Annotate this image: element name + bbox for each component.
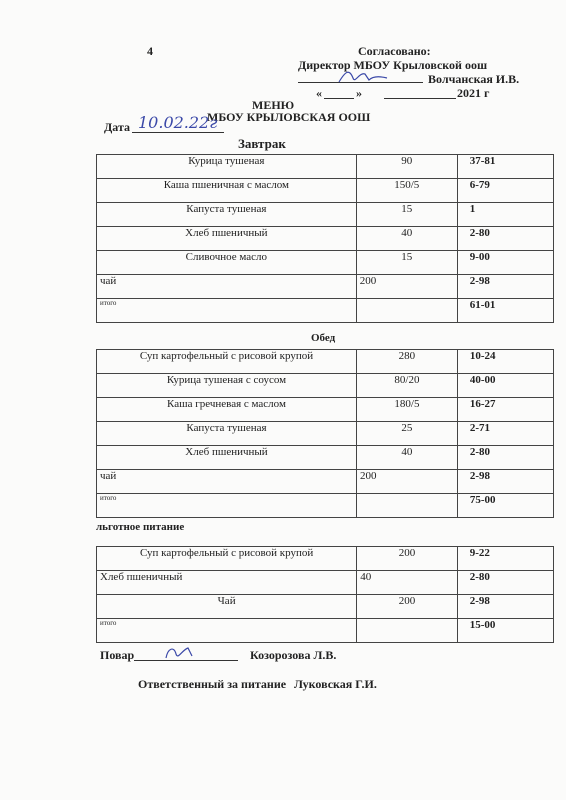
price-cell: 10-24	[457, 350, 553, 374]
approval-heading: Согласовано:	[358, 44, 431, 58]
price-cell: 2-71	[457, 422, 553, 446]
table-row	[97, 374, 554, 398]
weight-cell: 280	[356, 350, 457, 374]
privileged-title: льготное питание	[96, 521, 185, 533]
table-row	[97, 571, 554, 595]
dish-name-cell: чай	[97, 470, 357, 494]
lunch-title: Обед	[311, 332, 336, 344]
date-day-line	[324, 98, 354, 99]
price-cell: 37-81	[457, 155, 553, 179]
price-cell: 2-80	[457, 571, 553, 595]
responsible-label: Ответственный за питание	[138, 677, 287, 691]
price-cell: 9-22	[457, 547, 553, 571]
weight-cell: 90	[356, 155, 457, 179]
weight-cell: 200	[356, 275, 457, 299]
menu-title: МЕНЮ	[252, 98, 295, 112]
table-row	[97, 350, 554, 374]
dish-name-cell: Суп картофельный с рисовой крупой	[97, 350, 357, 374]
dish-name-cell: чай	[97, 275, 357, 299]
weight-cell: 200	[357, 595, 458, 619]
director-signature	[335, 66, 395, 88]
weight-cell: 40	[357, 571, 458, 595]
dish-name-cell: итого	[97, 619, 357, 643]
dish-name-cell: Курица тушеная	[97, 155, 357, 179]
price-cell: 2-80	[457, 227, 553, 251]
table-row	[97, 398, 554, 422]
table-row	[97, 155, 554, 179]
weight-cell: 40	[356, 227, 457, 251]
weight-cell: 200	[357, 547, 458, 571]
weight-cell: 80/20	[356, 374, 457, 398]
responsible-name: Луковская Г.И.	[294, 677, 377, 691]
date-month-line	[384, 98, 456, 99]
table-row	[97, 595, 554, 619]
weight-cell	[356, 494, 457, 518]
table-row	[97, 203, 554, 227]
table-row	[97, 251, 554, 275]
weight-cell: 15	[356, 251, 457, 275]
date-value: 10.02.22г	[138, 113, 218, 132]
approval-year: 2021 г	[457, 86, 490, 100]
price-cell: 75-00	[457, 494, 553, 518]
price-cell: 1	[457, 203, 553, 227]
breakfast-title: Завтрак	[238, 136, 286, 151]
breakfast-table	[96, 154, 554, 323]
dish-name-cell: итого	[97, 494, 357, 518]
director-line: Директор МБОУ Крыловской оош	[298, 58, 488, 72]
table-row	[97, 227, 554, 251]
table-row	[97, 422, 554, 446]
price-cell: 2-98	[457, 470, 553, 494]
price-cell: 16-27	[457, 398, 553, 422]
date-line	[132, 132, 224, 133]
price-cell: 40-00	[457, 374, 553, 398]
weight-cell: 15	[356, 203, 457, 227]
price-cell: 61-01	[457, 299, 553, 323]
price-cell: 2-80	[457, 446, 553, 470]
dish-name-cell: Капуста тушеная	[97, 203, 357, 227]
director-name: Волчанская И.В.	[428, 72, 520, 86]
price-cell: 6-79	[457, 179, 553, 203]
weight-cell	[356, 299, 457, 323]
date-label: Дата	[104, 120, 130, 134]
dish-name-cell: Чай	[97, 595, 357, 619]
dish-name-cell: Суп картофельный с рисовой крупой	[97, 547, 357, 571]
price-cell: 2-98	[457, 595, 553, 619]
date-open-quote: «	[316, 86, 322, 100]
cook-name: Козорозова Л.В.	[250, 648, 337, 662]
dish-name-cell: Хлеб пшеничный	[97, 571, 357, 595]
date-close-quote: »	[356, 86, 362, 100]
dish-name-cell: Хлеб пшеничный	[97, 227, 357, 251]
price-cell: 2-98	[457, 275, 553, 299]
table-row	[97, 179, 554, 203]
weight-cell: 40	[356, 446, 457, 470]
dish-name-cell: Капуста тушеная	[97, 422, 357, 446]
page-number: 4	[147, 44, 153, 58]
school-title: МБОУ КРЫЛОВСКАЯ ООШ	[207, 110, 371, 124]
dish-name-cell: Каша пшеничная с маслом	[97, 179, 357, 203]
table-row	[97, 299, 554, 323]
cook-signature	[160, 642, 200, 664]
table-row	[97, 619, 554, 643]
table-row	[97, 446, 554, 470]
privileged-table	[96, 546, 554, 643]
weight-cell: 25	[356, 422, 457, 446]
dish-name-cell: Курица тушеная с соусом	[97, 374, 357, 398]
weight-cell: 180/5	[356, 398, 457, 422]
table-row	[97, 470, 554, 494]
dish-name-cell: итого	[97, 299, 357, 323]
dish-name-cell: Каша гречневая с маслом	[97, 398, 357, 422]
table-row	[97, 275, 554, 299]
dish-name-cell: Хлеб пшеничный	[97, 446, 357, 470]
price-cell: 9-00	[457, 251, 553, 275]
weight-cell	[357, 619, 458, 643]
cook-label: Повар	[100, 648, 135, 662]
weight-cell: 200	[356, 470, 457, 494]
table-row	[97, 494, 554, 518]
dish-name-cell: Сливочное масло	[97, 251, 357, 275]
table-row	[97, 547, 554, 571]
weight-cell: 150/5	[356, 179, 457, 203]
lunch-table	[96, 349, 554, 518]
price-cell: 15-00	[457, 619, 553, 643]
